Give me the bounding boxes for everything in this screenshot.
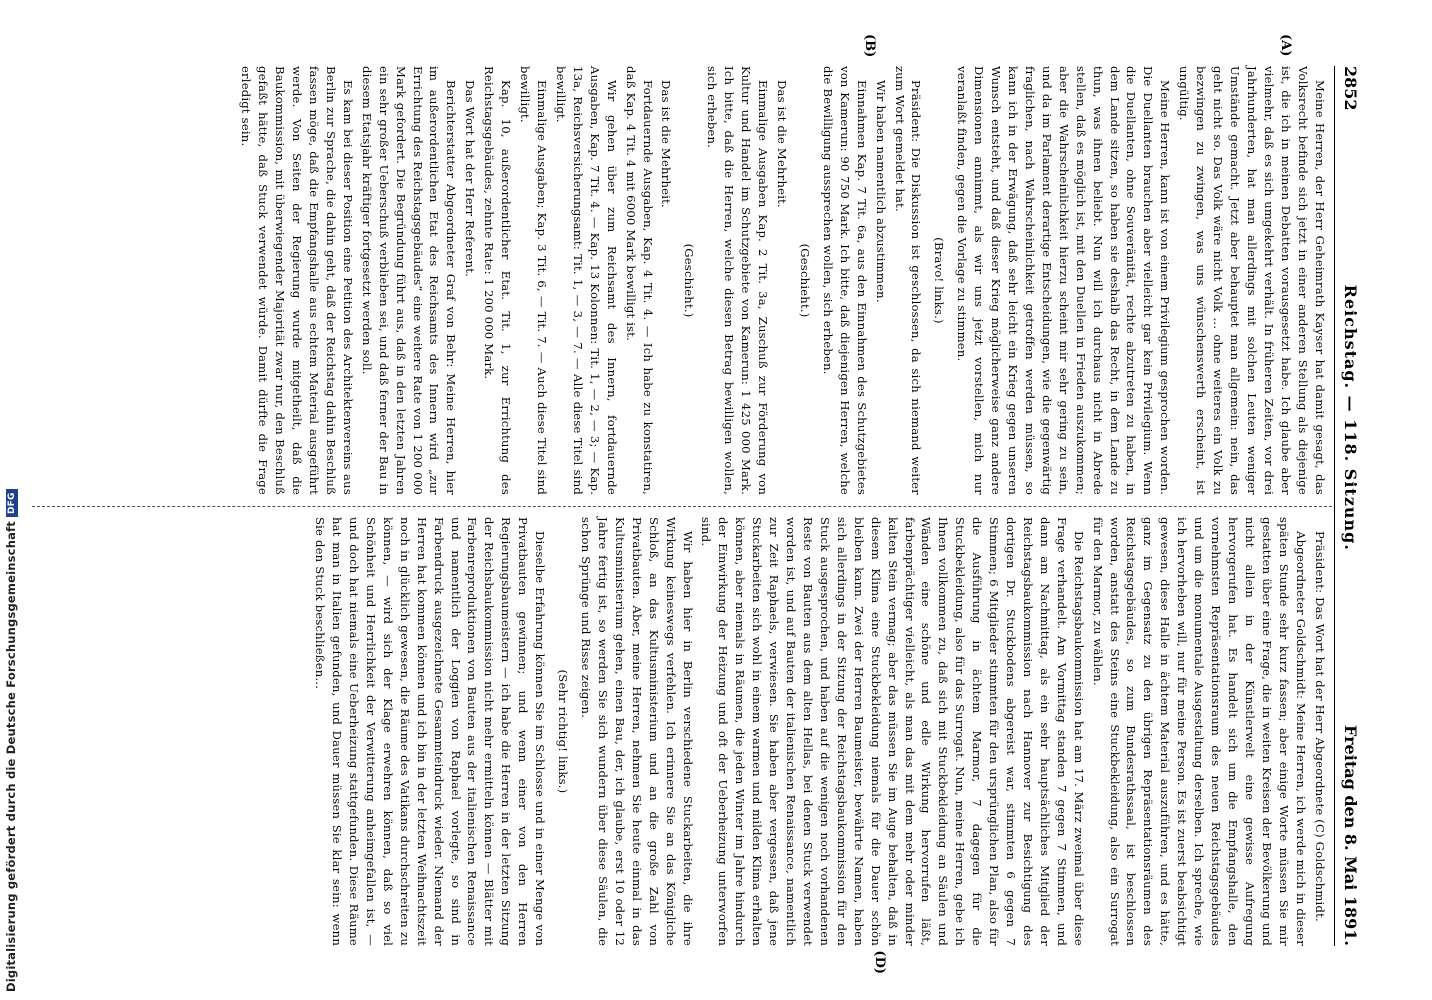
left-column-paragraph: Kap. 10, außerordentlicher Etat. Tit. 1, zur Errichtung des Reichstagsgebäudes, zehnte Rate: 1 200 000 Mark. <box>482 66 514 495</box>
dfg-logo: DFG <box>6 489 18 517</box>
right-column-paragraph: Präsident: Das Wort hat der Herr Abgeordnete (C) Goldschmidt. <box>1312 531 1327 922</box>
left-column <box>32 66 1328 495</box>
left-column-paragraph: (Bravo! links.) <box>932 237 947 324</box>
left-column-paragraph: (Geschieht.) <box>682 243 697 318</box>
left-column-paragraph: Meine Herren, kann ist von einem Privilegium gesprochen worden. Die Duellanten brauchen aber vielleicht gar kein Privilegium. Wenn die Duellanten, ohne Souveränität, rechte abzutreten zu haben, in dem Lande sitzen, so haben sie deshalb das Recht, in dem Lande zu thun, was ihnen beliebt. Nun will ich durchaus nicht in Abrede stellen, daß es möglich ist, mit den Duellen in Frieden auszukommen; aber die Wahrscheinlichkeit hierzu scheint mir sehr gering zu sein, und da im Parlament derartige Entscheidungen, wie die gegenwärtig fraglichen, nach Wahrscheinlichkeit getroffen werden müssen, so kann ich in der Erwägung, daß sehr leicht ein Krieg gegen unseren Wunsch entsteht, und daß dieser Krieg möglicherweise ganz andere Dimensionen annimmt, als wir uns jetzt vorstellen, mich nur veranlaßt finden, gegen die Vorlage zu stimmen. <box>955 66 1173 495</box>
credit-strip <box>0 0 24 1000</box>
margin-mark-b: (B) <box>861 34 877 58</box>
left-column-paragraph: Wir haben namentlich abzustimmen. <box>873 80 888 303</box>
right-column-paragraph: Die Reichstagsbaukommission hat am 17. März zweimal über diese Frage verhandelt. Am Vormittag standen 7 gegen 7 Stimmen, und dann am Nachmittag, als ein sehr hauptsächliches Mitglied der Reichstagsbaukommission nach Hannover zur Besichtigung des dortigen Dr. Stuckbodens abgereist war, stimmten 6 gegen 7 Stimmen; 6 Mitglieder stimmten für den ursprünglichen Plan, also für die Ausführung in ächtem Marmor, 7 dagegen für die Stuckbekleidung, also für das Surrogat. Nun, meine Herren, gebe ich Ihnen vollkommen zu, daß sich mit Stuckbekleidung an Säulen und Wänden eine schöne und edle Wirkung hervorrufen läßt, farbenprächtiger vielleicht, als man das mit dem mehr oder minder kalten Stein vermag; aber das müssen Sie im Auge behalten, daß in diesem Klima eine Stuckbekleidung niemals für die Dauer schön bleiben kann. Zwei der Herren Baumeister, bewährte Namen, haben sich allerdings in der Sitzung der Reichstagsbaukommission für den Stuck ausgesprochen, und haben auf die wenigen noch vorhandenen Reste von Bauten aus dem alten Hellas, bei denen Stuck verwendet worden ist, und auf Bauten der italienischen Renaissance, namentlich zur Zeit Raphaels, verwiesen. Sie haben aber vergessen, daß jene Stuckarbeiten sich wohl in einem warmen und milden Klima erhalten können, aber niemals in Räumen, die jeden Winter im Jahre hindurch der Einwirkung der Heizung und oft der Ueberheizung unterworfen sind. <box>699 517 1086 946</box>
left-column-paragraph: Einmalige Ausgaben Kap. 2 Tit. 3a, Zuschuß zur Förderung von Kultur und Handel im Schutzgebiete von Kamerun: 1 425 000 Mark. Ich bitte, daß die Herren, welche diesen Betrag bewilligen wollen, sich erheben. <box>705 66 771 495</box>
column-divider <box>32 506 1332 507</box>
left-column-paragraph: Es kam bei dieser Position eine Petition des Architektenvereins aus Berlin zur Sprache, die dahin geht, daß der Reichstag dahin Beschluß fassen möge, daß die Empfangshalle aus echtem Material ausgeführt werde. Von Seiten der Regierung wurde mitgetheilt, daß die Baukommission, mit überwiegender Majorität zwar nur, den Beschluß gefaßt hätte, daß Stuck verwendet würde. Damit dürfte die Frage erledigt sein. <box>239 66 355 495</box>
left-column-paragraph: Das Wort hat der Herr Referent. <box>463 80 478 277</box>
right-column-paragraph: Wir haben hier in Berlin verschiedene Stuckarbeiten, die ihre Wirkung keineswegs verfehlen. Ich erinnere Sie an das Königliche Schloß, an das Kultusministerium und an die große Zahl von Privatbauten. Aber, meine Herren, nehmen Sie heute einmal in das Kultusministerium gehen, einen Bau, der, ich glaube, erst 10 oder 12 Jahre fertig ist, so werden Sie sich wundern über diese Säulen, die schon Sprünge und Risse zeigen. <box>579 517 695 946</box>
left-column-paragraph: Fortdauernde Ausgaben, Kap. 4 Tit. 4. — Ich habe zu konstatiren, daß Kap. 4 Tit. 4 mit 6000 Mark bewilligt ist. <box>623 66 655 495</box>
margin-mark-d: (D) <box>871 950 887 974</box>
left-column-paragraph: Wir gehen über zum Reichsamt des Innern, fortdauernde Ausgaben, Kap. 7 Tit. 4. — Kap. 13 Kolonnen: Tit. 1, — 2, — 3; — Kap. 13a, Reichsversicherungsamt: Tit. 1, — 3, — 7. — Alle diese Titel sind bewilligt. <box>553 66 619 495</box>
left-column-paragraph: Präsident: Die Diskussion ist geschlossen, da sich niemand weiter zum Wort gemeldet hat. <box>892 66 924 495</box>
page-number: 2852 <box>1341 66 1360 111</box>
page-header <box>1334 66 1362 946</box>
newspaper-page <box>6 20 1378 980</box>
left-column-paragraph: Berichterstatter Abgeordneter Graf von Behr: Meine Herren, hier im außerordentlichen Etat des Reichsamts des Innern wird „zur Errichtung des Reichstagsgebäudes“ eine weitere Rate von 1 200 000 Mark gefordert. Die Begründung führt aus, daß in den letzten Jahren ein sehr großer Ueberschuß verblieben sei, und daß ferner der Bau in diesem Etatsjahr kräftiger fortgesetzt werden soll. <box>359 66 459 495</box>
right-column <box>32 517 1328 946</box>
digitization-credit <box>4 489 18 992</box>
left-column-paragraph: Einnahmen Kap. 7 Tit. 6a, aus den Einnahmen des Schutzgebietes von Kamerun: 90 750 Mark. Ich bitte, daß diejenigen Herren, welche die Bewilligung aussprechen wollen, sich erheben. <box>820 66 869 495</box>
left-column-paragraph: Meine Herren, der Herr Geheimrath Kayser hat damit gesagt, das Volksrecht befinde sich jetzt in einer anderen Stellung als diejenige ist, die ich in meinen Debatten vorausgesetzt habe. Ich glaube aber vielmehr, daß es sich umgekehrt verhält. In früheren Zeiten, vor drei Jahrhunderten, hat man allerdings mit solchen Leuten weniger Umstände gemacht. Jetzt aber behauptet man allgemein: nein, das geht nicht so. Das Volk wäre nicht Volk ... ohne weiteres ein Volk zu bezwingen zu zwingen, was uns wünschenswerth erscheint, ist ungültig. <box>1177 66 1327 495</box>
left-column-paragraph: Einmalige Ausgaben; Kap. 3 Tit. 6, — Tit. 7. — Auch diese Titel sind bewilligt. <box>518 66 549 495</box>
right-column-paragraph: Abgeordneter Goldschmidt: Meine Herren, ich werde mich in dieser späten Stunde sehr kurz fassen; aber einige Worte müssen Sie mir gestatten über eine Frage, die in weiten Kreisen der Bevölkerung und nicht allein in der Künstlerwelt eine gewisse Aufregung hervorgerufen hat. Es handelt sich um die Empfangshalle, den vornehmsten Repräsentationsraum des neuen Reichstagsgebäudes und um die monumentale Ausgestaltung derselben. Ich spreche, wie ich hervorheben will, nur für meine Person. Es ist zuerst beabsichtigt gewesen, diese Halle in ächtem Material auszuführen, und es hätte, ganz im Gegensatz zu den übrigen Repräsentationsräumen des Reichstagsgebäudes, so zum Bundesrathssaal, ist beschlossen worden, anstatt des Steins eine Stuckbekleidung, also ein Surrogat für den Marmor, zu wählen. <box>1090 517 1308 946</box>
right-column-paragraph: (Sehr richtig! links.) <box>556 669 571 794</box>
left-column-paragraph: Das ist die Mehrheit. <box>659 80 674 208</box>
page-date: Freitag den 8. Mai 1891. <box>1341 725 1360 946</box>
left-column-paragraph: (Geschieht.) <box>797 243 812 318</box>
text-columns <box>32 34 1328 974</box>
margin-mark-a: (A) <box>1277 34 1293 57</box>
right-column-paragraph: Dieselbe Erfahrung können Sie im Schlosse und in einer Menge von Privatbauten gewinnen; und wenn einer von den Herren Regierungsbaumeistern — ich habe die Herren in der letzten Sitzung der Reichsbaukommission nicht mehr ermitteln können — Blätter mit Farbenreproduktionen von Bauten aus der italienischen Renaissance und namentlich der Loggien von Raphael vorlegte, so sind in Farbendruck ausgezeichnete Gesammteindruck wieder. Niemand der Herren hat kommen können und ich bin in der letzten Weihnachtszeit noch in glücklich gewesen, die Räume des Vatikans durchschreiten zu können, — wird sich der Klage erwehren können, daß so viel Schönheit und Herrlichkeit der Verwitterung anheimgefallen ist, — und doch hat niemals eine Ueberheizung stattgefunden. Diese Räume hat man in Italien gefunden, und Dauer müssen Sie klar sein: wenn Sie den Stuck beschließen... <box>313 517 548 946</box>
credit-text: Digitalisierung gefördert durch die Deutsche Forschungsgemeinschaft <box>4 521 18 992</box>
left-column-paragraph: Das ist die Mehrheit. <box>774 80 789 208</box>
page-title: Reichstag. — 118. Sitzung. <box>1341 284 1360 551</box>
